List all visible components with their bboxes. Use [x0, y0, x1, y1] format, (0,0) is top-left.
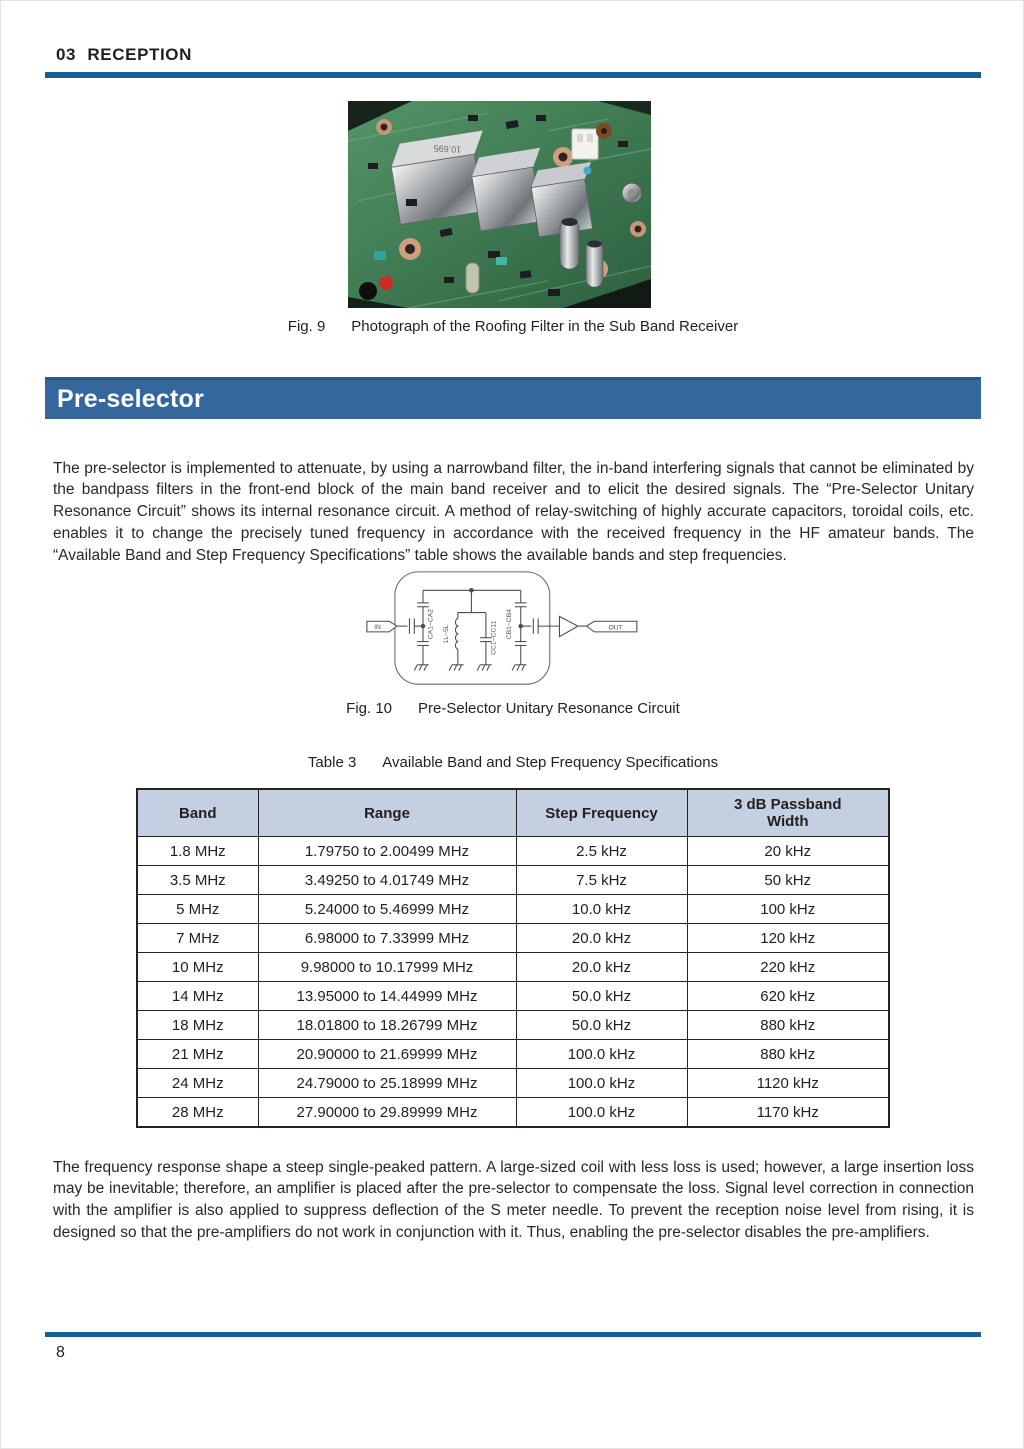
body-paragraph-1: The pre-selector is implemented to attenuate, by using a narrowband filter, the in-band interfering signals that cannot be eliminated by the bandpass filters in the front-end block of the main band receiver and to elicit the desired signals. The “Pre-Selector Unitary Resonance Circuit” shows its internal resonance circuit. A method of relay-switching of highly accurate capacitors, toroidal coils, etc. enables it to change the precisely tuned frequency in accordance with the received frequency in the HF amateur bands. The “Available Band and Step Frequency Specifications” table shows the available bands and step frequencies.	[53, 459, 974, 564]
table-cell: 7.5 kHz	[516, 866, 687, 895]
table-cell: 880 kHz	[687, 1040, 889, 1069]
table-cell: 18.01800 to 18.26799 MHz	[258, 1011, 516, 1040]
table-row	[137, 1069, 889, 1098]
table-cell: 20 kHz	[687, 837, 889, 866]
table-cell: 21 MHz	[137, 1040, 258, 1069]
table-cell: 50.0 kHz	[516, 1011, 687, 1040]
col-header-step-frequency: Step Frequency	[516, 789, 687, 837]
fig9-caption	[1, 318, 1024, 335]
table-cell: 3.5 MHz	[137, 866, 258, 895]
table-cell: 10 MHz	[137, 953, 258, 982]
table-cell: 14 MHz	[137, 982, 258, 1011]
body-paragraph-2: The frequency response shape a steep single-peaked pattern. A large-sized coil with less loss is used; however, a large insertion loss may be inevitable; therefore, an amplifier is placed after the pre-selector to compensate the loss. Signal level correction in connection with the amplifier is also applied to suppress deflection of the S meter needle. To prevent the reception noise level from rising, it is designed so that the pre-amplifiers do not work in conjunction with it. Thus, enabling the pre-selector disables the pre-amplifiers.	[53, 1158, 974, 1241]
table-row	[137, 837, 889, 866]
filter-can-label: 10.695	[433, 143, 462, 155]
table3-label: Table 3	[307, 754, 357, 771]
band-step-frequency-table	[136, 788, 890, 1128]
section-title: Pre-selector	[57, 385, 204, 413]
table-cell: 20.0 kHz	[516, 953, 687, 982]
table-row	[137, 982, 889, 1011]
table-cell: 18 MHz	[137, 1011, 258, 1040]
table-row	[137, 895, 889, 924]
page-number: 8	[56, 1344, 65, 1361]
table-cell: 1.8 MHz	[137, 837, 258, 866]
coil-label: 1L~5L	[443, 624, 451, 644]
col-header-range: Range	[258, 789, 516, 837]
table-row	[137, 1098, 889, 1128]
table-cell: 27.90000 to 29.89999 MHz	[258, 1098, 516, 1128]
table-cell: 9.98000 to 10.17999 MHz	[258, 953, 516, 982]
table-row	[137, 866, 889, 895]
table-cell: 24 MHz	[137, 1069, 258, 1098]
table-cell: 120 kHz	[687, 924, 889, 953]
table-cell: 1170 kHz	[687, 1098, 889, 1128]
table-header-row	[137, 789, 889, 837]
table-row	[137, 924, 889, 953]
table-cell: 24.79000 to 25.18999 MHz	[258, 1069, 516, 1098]
table-cell: 100.0 kHz	[516, 1069, 687, 1098]
table-cell: 50 kHz	[687, 866, 889, 895]
in-terminal-label: IN	[374, 624, 381, 631]
table-cell: 6.98000 to 7.33999 MHz	[258, 924, 516, 953]
table-cell: 3.49250 to 4.01749 MHz	[258, 866, 516, 895]
table-cell: 50.0 kHz	[516, 982, 687, 1011]
table3-caption	[1, 754, 1024, 771]
col-header-band: Band	[137, 789, 258, 837]
fig10-caption-text: Pre-Selector Unitary Resonance Circuit	[418, 700, 680, 717]
table-cell: 13.95000 to 14.44999 MHz	[258, 982, 516, 1011]
table-cell: 10.0 kHz	[516, 895, 687, 924]
table-row	[137, 953, 889, 982]
table-cell: 620 kHz	[687, 982, 889, 1011]
table-cell: 5 MHz	[137, 895, 258, 924]
table-cell: 20.90000 to 21.69999 MHz	[258, 1040, 516, 1069]
out-terminal-label: OUT	[608, 624, 623, 632]
footer-rule	[45, 1332, 981, 1337]
table-cell: 20.0 kHz	[516, 924, 687, 953]
cap-c-label: CC1~CC11	[490, 620, 498, 655]
table-cell: 100 kHz	[687, 895, 889, 924]
table-cell: 1.79750 to 2.00499 MHz	[258, 837, 516, 866]
header-rule	[45, 72, 981, 78]
table-cell: 100.0 kHz	[516, 1040, 687, 1069]
table-cell: 100.0 kHz	[516, 1098, 687, 1128]
fig10-circuit-diagram	[363, 567, 663, 691]
pcb-photo-illustration	[348, 101, 651, 308]
fig10-label: Fig. 10	[346, 700, 393, 717]
table-cell: 7 MHz	[137, 924, 258, 953]
resonance-circuit-schematic	[363, 567, 663, 691]
table-row	[137, 1040, 889, 1069]
cap-b-label: CB1~CB4	[506, 609, 514, 640]
table-cell: 220 kHz	[687, 953, 889, 982]
fig9-caption-text: Photograph of the Roofing Filter in the Sub Band Receiver	[351, 318, 739, 335]
col-header-passband-width: 3 dB Passband Width	[687, 789, 889, 837]
table-cell: 2.5 kHz	[516, 837, 687, 866]
table-cell: 1120 kHz	[687, 1069, 889, 1098]
table-cell: 880 kHz	[687, 1011, 889, 1040]
section-header: 03 RECEPTION	[56, 45, 193, 64]
cap-a-label: CA1~CA2	[427, 609, 435, 640]
table-cell: 5.24000 to 5.46999 MHz	[258, 895, 516, 924]
fig10-caption	[1, 700, 1024, 717]
section-banner	[45, 377, 981, 419]
table-cell: 28 MHz	[137, 1098, 258, 1128]
table-body	[137, 837, 889, 1128]
table3-caption-text: Available Band and Step Frequency Specifications	[382, 754, 719, 771]
table-row	[137, 1011, 889, 1040]
fig9-photo	[348, 101, 651, 308]
fig9-label: Fig. 9	[287, 318, 326, 335]
